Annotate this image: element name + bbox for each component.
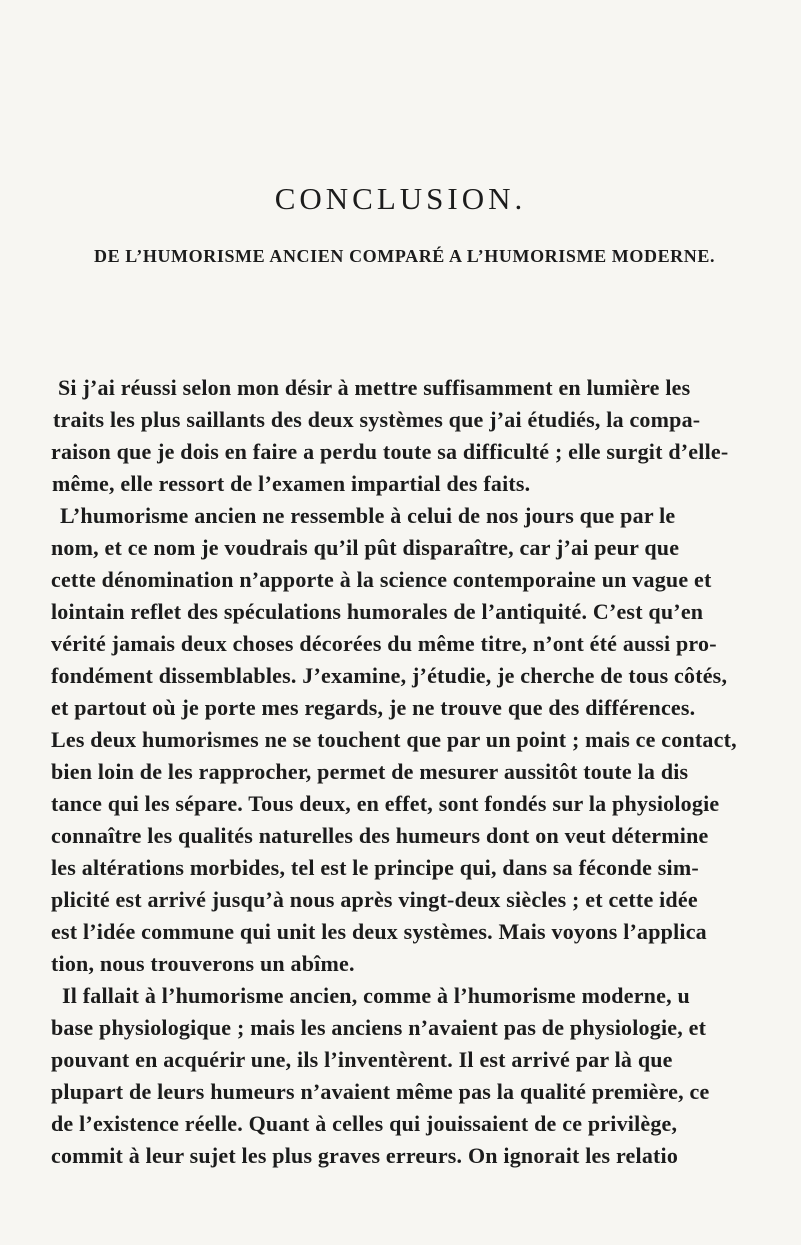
text-line: les altérations morbides, tel est le principe qui, dans sa féconde sim-: [51, 855, 699, 880]
text-line: Il fallait à l’humorisme ancien, comme à l’humorisme moderne, u: [62, 983, 690, 1008]
text-line: cette dénomination n’apporte à la science contemporaine un vague et: [51, 567, 712, 592]
text-line: commit à leur sujet les plus graves erreurs. On ignorait les relatio: [51, 1143, 679, 1168]
text-line: lointain reflet des spéculations humorales de l’antiquité. C’est qu’en: [51, 599, 704, 624]
text-line: est l’idée commune qui unit les deux systèmes. Mais voyons l’applica: [51, 919, 707, 944]
text-line: plicité est arrivé jusqu’à nous après vingt-deux siècles ; et cette idée: [51, 887, 698, 912]
text-line: base physiologique ; mais les anciens n’avaient pas de physiologie, et: [51, 1015, 707, 1040]
chapter-title: CONCLUSION.: [274, 181, 527, 216]
text-line: tance qui les sépare. Tous deux, en effet, sont fondés sur la physiologie: [51, 791, 720, 816]
text-line: pouvant en acquérir une, ils l’inventèrent. Il est arrivé par là que: [51, 1047, 673, 1072]
text-line: même, elle ressort de l’examen impartial des faits.: [52, 471, 531, 496]
text-line: vérité jamais deux choses décorées du même titre, n’ont été aussi pro-: [51, 631, 717, 656]
text-line: et partout où je porte mes regards, je ne trouve que des différences.: [51, 695, 696, 720]
text-line: traits les plus saillants des deux systèmes que j’ai étudiés, la compa-: [53, 407, 701, 432]
text-line: nom, et ce nom je voudrais qu’il pût disparaître, car j’ai peur que: [51, 535, 680, 560]
text-line: de l’existence réelle. Quant à celles qui jouissaient de ce privilège,: [51, 1111, 678, 1136]
text-line: L’humorisme ancien ne ressemble à celui de nos jours que par le: [60, 503, 676, 528]
text-line: bien loin de les rapprocher, permet de mesurer aussitôt toute la dis: [51, 759, 689, 784]
text-line: connaître les qualités naturelles des humeurs dont on veut détermine: [51, 823, 709, 848]
text-line: plupart de leurs humeurs n’avaient même pas la qualité première, ce: [51, 1079, 710, 1104]
text-line: tion, nous trouverons un abîme.: [51, 951, 355, 976]
text-line: raison que je dois en faire a perdu toute sa difficulté ; elle surgit d’elle-: [51, 439, 729, 464]
text-line: fondément dissemblables. J’examine, j’étudie, je cherche de tous côtés,: [51, 663, 728, 688]
chapter-subtitle: DE L’HUMORISME ANCIEN COMPARÉ A L’HUMORISME MODERNE.: [94, 246, 716, 266]
text-line: Les deux humorismes ne se touchent que par un point ; mais ce contact,: [51, 727, 737, 752]
text-line: Si j’ai réussi selon mon désir à mettre suffisamment en lumière les: [58, 375, 691, 400]
